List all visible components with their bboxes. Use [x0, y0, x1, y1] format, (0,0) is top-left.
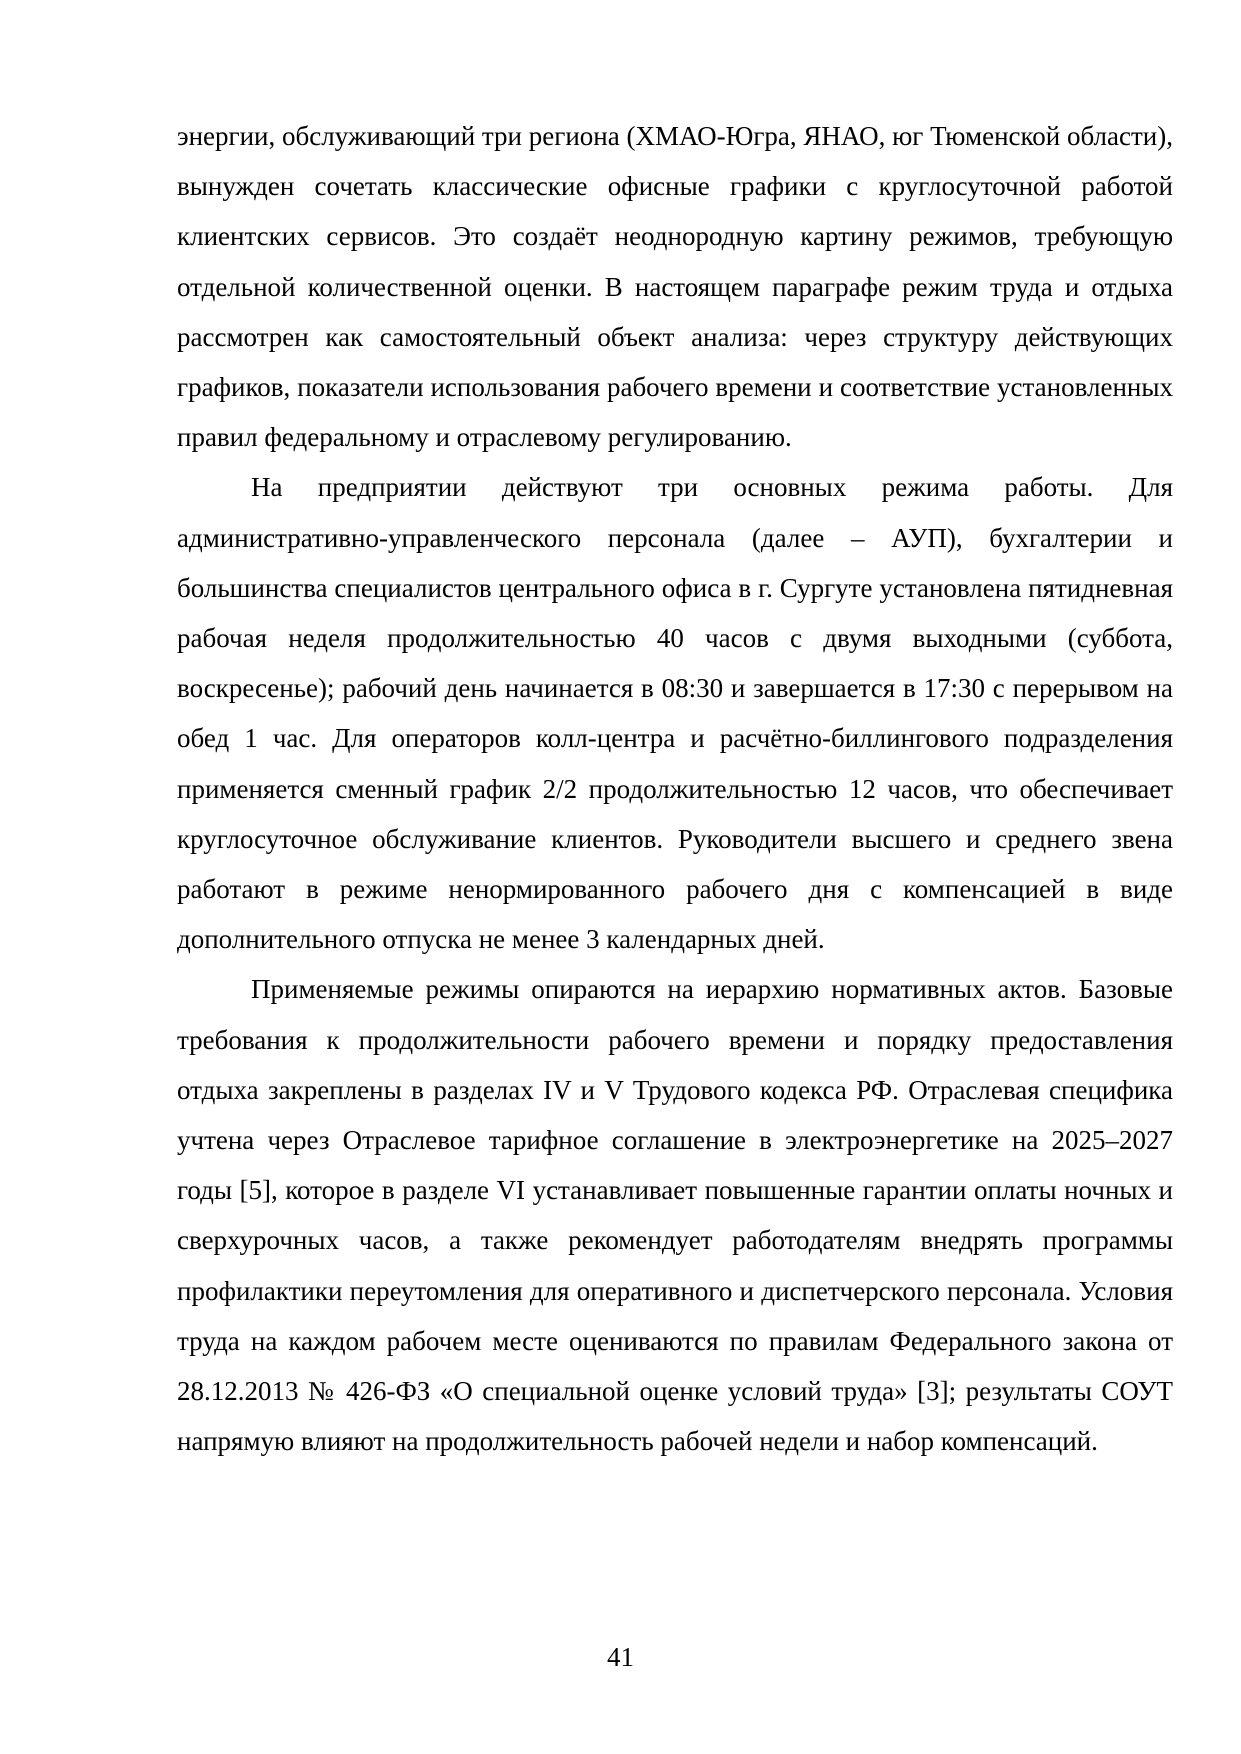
paragraph-2: На предприятии действуют три основных режима работы. Для административно-управленческого персонала (далее – АУП), бухгалтерии и большинства специалистов центрального офиса в г. Сургуте установлена пятидневная рабочая неделя продолжительностью 40 часов с двумя выходными (суббота, воскресенье); рабочий день начинается в 08:30 и завершается в 17:30 с перерывом на обед 1 час. Для операторов колл-центра и расчётно-биллингового подразделения применяется сменный график 2/2 продолжительностью 12 часов, что обеспечивает круглосуточное обслуживание клиентов. Руководители высшего и среднего звена работают в режиме ненормированного рабочего дня с компенсацией в виде дополнительного отпуска не менее 3 календарных дней. [177, 472, 1173, 955]
paragraph-3: Применяемые режимы опираются на иерархию нормативных актов. Базовые требования к продолжительности рабочего времени и порядку предоставления отдыха закреплены в разделах IV и V Трудового кодекса РФ. Отраслевая специфика учтена через Отраслевое тарифное соглашение в электроэнергетике на 2025–2027 годы [5], которое в разделе VI устанавливает повышенные гарантии оплаты ночных и сверхурочных часов, а также рекомендует работодателям внедрять программы профилактики переутомления для оперативного и диспетчерского персонала. Условия труда на каждом рабочем месте оцениваются по правилам Федерального закона от 28.12.2013 № 426-ФЗ «О специальной оценке условий труда» [3]; результаты СОУТ напрямую влияют на продолжительность рабочей недели и набор компенсаций. [177, 974, 1173, 1457]
paragraph-1: энергии, обслуживающий три региона (ХМАО-Югра, ЯНАО, юг Тюменской области), вынужден сочетать классические офисные графики с круглосуточной работой клиентских сервисов. Это создаёт неоднородную картину режимов, требующую отдельной количественной оценки. В настоящем параграфе режим труда и отдыха рассмотрен как самостоятельный объект анализа: через структуру действующих графиков, показатели использования рабочего времени и соответствие установленных правил федеральному и отраслевому регулированию. [177, 121, 1173, 453]
page-number: 41 [607, 1642, 634, 1672]
body-text [177, 111, 1173, 1466]
